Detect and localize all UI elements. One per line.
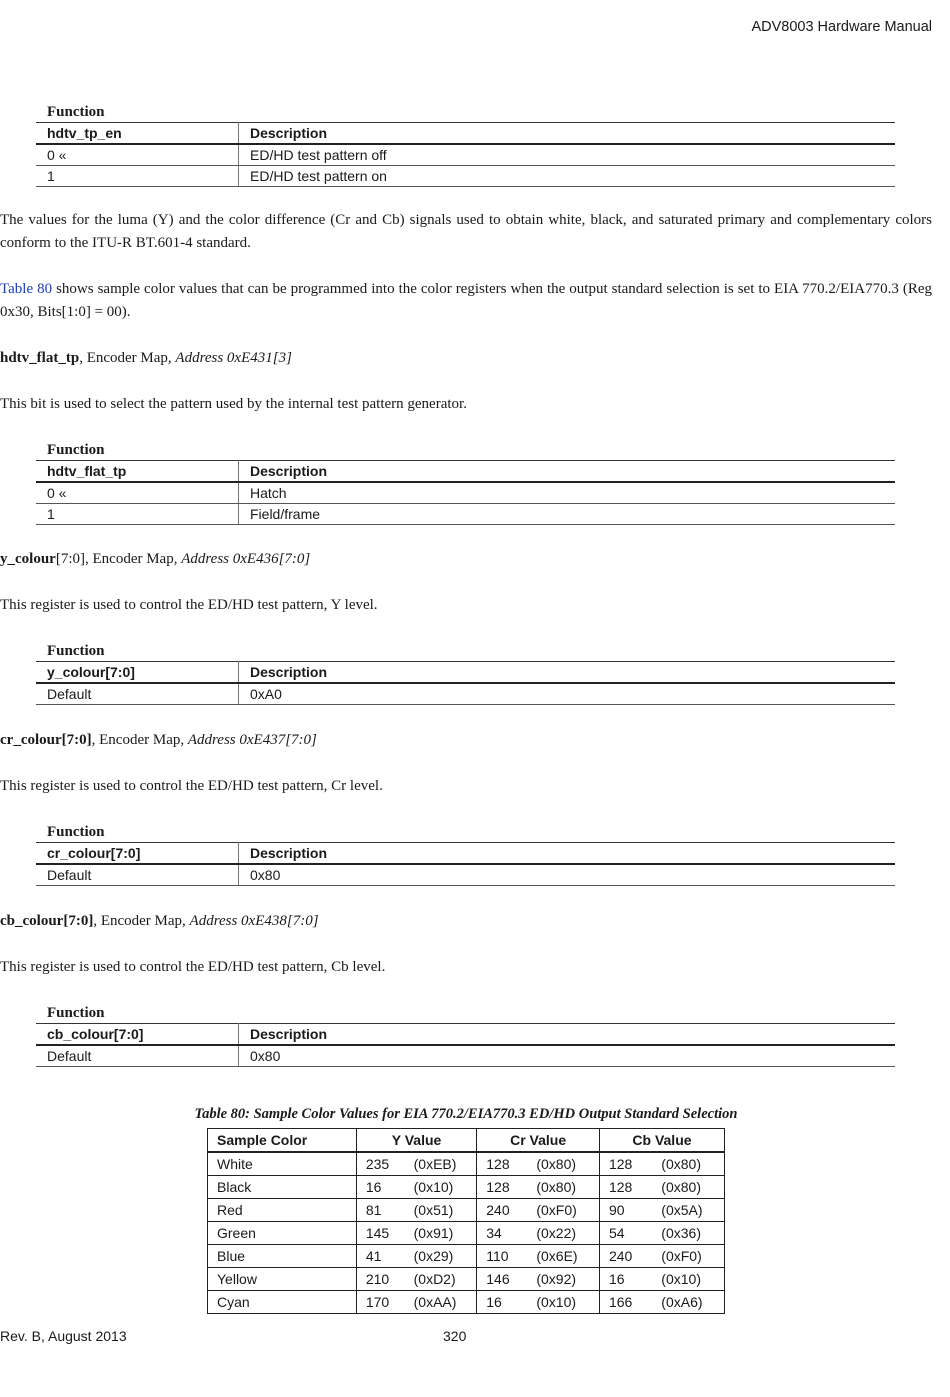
table-cell: (0x5A) [652, 1199, 724, 1222]
table-cell: 210 [356, 1268, 404, 1291]
table-cell: 90 [599, 1199, 652, 1222]
table-cell: Black [208, 1176, 357, 1199]
register-heading-cr-colour [0, 729, 932, 752]
register-map: , Encoder Map, [85, 551, 182, 567]
column-header: hdtv_flat_tp [36, 461, 239, 483]
table-cell: Default [36, 1045, 239, 1067]
table-cell: 145 [356, 1222, 404, 1245]
table-cell: (0xD2) [405, 1268, 477, 1291]
table-cell: 34 [477, 1222, 528, 1245]
table-80-caption: Table 80: Sample Color Values for EIA 770.2/EIA770.3 ED/HD Output Standard Selection [194, 1106, 738, 1122]
table-cell: 54 [599, 1222, 652, 1245]
y-colour-table [36, 641, 895, 705]
table-cell: (0x91) [405, 1222, 477, 1245]
table-header-row [36, 461, 895, 483]
table-cell: Blue [208, 1245, 357, 1268]
page-number: 320 [443, 1328, 467, 1344]
table-cell: White [208, 1152, 357, 1176]
table-row [36, 166, 895, 187]
document-header-title: ADV8003 Hardware Manual [751, 19, 932, 35]
table-cell: (0x80) [652, 1176, 724, 1199]
table-cell: (0x51) [405, 1199, 477, 1222]
table-row [208, 1222, 725, 1245]
table-cell: 128 [599, 1152, 652, 1176]
table-cell: (0x92) [527, 1268, 599, 1291]
table-cell: 166 [599, 1291, 652, 1314]
table-cell: (0x80) [527, 1176, 599, 1199]
table-cell: (0xEB) [405, 1152, 477, 1176]
table-cell: 240 [477, 1199, 528, 1222]
cr-colour-description: This register is used to control the ED/HD test pattern, Cr level. [0, 778, 383, 794]
column-header: Description [239, 662, 896, 684]
table-cell: (0x10) [652, 1268, 724, 1291]
register-name: cb_colour[7:0] [0, 913, 94, 929]
table-cell: (0x22) [527, 1222, 599, 1245]
table-cell: (0x29) [405, 1245, 477, 1268]
register-map: , Encoder Map, [79, 350, 176, 366]
table-cell: (0x36) [652, 1222, 724, 1245]
register-name: cr_colour[7:0] [0, 732, 92, 748]
table-row [208, 1199, 725, 1222]
table-cell: Cyan [208, 1291, 357, 1314]
table-cell: 16 [599, 1268, 652, 1291]
function-label: Function [47, 104, 105, 120]
cb-colour-description: This register is used to control the ED/HD test pattern, Cb level. [0, 959, 386, 975]
column-header: cr_colour[7:0] [36, 843, 239, 865]
table-cell: (0xF0) [652, 1245, 724, 1268]
column-header: Description [239, 1024, 896, 1046]
table-cell: (0x80) [527, 1152, 599, 1176]
table-cell: (0xA6) [652, 1291, 724, 1314]
table-cell: 128 [599, 1176, 652, 1199]
table-row [36, 482, 895, 504]
table-cell: (0x10) [405, 1176, 477, 1199]
table-cell: 128 [477, 1176, 528, 1199]
footer-revision: Rev. B, August 2013 [0, 1328, 127, 1344]
hdtv-flat-tp-table [36, 440, 895, 525]
table-row [208, 1291, 725, 1314]
column-header: Sample Color [208, 1129, 357, 1153]
register-bits: [7:0] [55, 551, 85, 567]
function-label: Function [47, 824, 105, 840]
column-header: Description [239, 123, 896, 145]
table80-paragraph [0, 278, 932, 324]
table-row [36, 144, 895, 166]
table80-link[interactable]: Table 80 [0, 281, 53, 297]
register-address: Address 0xE438[7:0] [189, 913, 319, 929]
register-address: Address 0xE437[7:0] [187, 732, 317, 748]
register-map: , Encoder Map, [91, 732, 188, 748]
table-cell: 0xA0 [239, 683, 896, 705]
table-row [36, 864, 895, 886]
register-name: y_colour [0, 551, 56, 567]
table-cell: 0 « [36, 482, 239, 504]
y-colour-description: This register is used to control the ED/HD test pattern, Y level. [0, 597, 378, 613]
table-row [208, 1176, 725, 1199]
register-address: Address 0xE436[7:0] [181, 551, 311, 567]
function-label: Function [47, 1005, 105, 1021]
flat-tp-description: This bit is used to select the pattern used by the internal test pattern generator. [0, 396, 467, 412]
table-cell: (0xAA) [405, 1291, 477, 1314]
table-header-row [36, 1024, 895, 1046]
column-header: cb_colour[7:0] [36, 1024, 239, 1046]
table-row [208, 1152, 725, 1176]
table-header-row [36, 843, 895, 865]
table-row [36, 683, 895, 705]
register-name: hdtv_flat_tp [0, 350, 80, 366]
table-cell: 16 [356, 1176, 404, 1199]
table-cell: 146 [477, 1268, 528, 1291]
hdtv-tp-en-table [36, 102, 895, 187]
luma-paragraph: The values for the luma (Y) and the color difference (Cr and Cb) signals used to obtain white, black, and saturated primary and complementary colors conform to the ITU-R BT.601-4 standard. [0, 212, 932, 251]
table-row [208, 1245, 725, 1268]
table-cell: 81 [356, 1199, 404, 1222]
table-header-row [36, 123, 895, 145]
table-cell: 128 [477, 1152, 528, 1176]
table-cell: 235 [356, 1152, 404, 1176]
register-heading-flat-tp [0, 347, 932, 370]
cb-colour-table [36, 1003, 895, 1067]
column-header: Description [239, 461, 896, 483]
table-cell: 1 [36, 166, 239, 187]
table-cell: (0x6E) [527, 1245, 599, 1268]
table-cell: (0x10) [527, 1291, 599, 1314]
function-label: Function [47, 643, 105, 659]
table-row [36, 504, 895, 525]
table-cell: Field/frame [239, 504, 896, 525]
table-cell: Default [36, 864, 239, 886]
table-header-row [36, 662, 895, 684]
table-cell: 0x80 [239, 864, 896, 886]
column-header: Description [239, 843, 896, 865]
table-cell: (0xF0) [527, 1199, 599, 1222]
table-cell: Green [208, 1222, 357, 1245]
column-header: hdtv_tp_en [36, 123, 239, 145]
register-map: , Encoder Map, [93, 913, 190, 929]
table-cell: 240 [599, 1245, 652, 1268]
paragraph-text: shows sample color values that can be programmed into the color registers when the output standard selection is set to EIA 770.2/EIA770.3 (Reg 0x30, Bits[1:0] = 00). [0, 281, 932, 320]
table-cell: 0 « [36, 144, 239, 166]
table-cell: 0x80 [239, 1045, 896, 1067]
register-heading-y-colour [0, 548, 932, 571]
cr-colour-table [36, 822, 895, 886]
register-heading-cb-colour [0, 910, 932, 933]
column-header: y_colour[7:0] [36, 662, 239, 684]
sample-color-table [207, 1128, 725, 1314]
table-cell: 1 [36, 504, 239, 525]
column-header: Y Value [356, 1129, 476, 1153]
table-cell: ED/HD test pattern off [239, 144, 896, 166]
table-cell: Hatch [239, 482, 896, 504]
table-row [208, 1268, 725, 1291]
table-cell: Yellow [208, 1268, 357, 1291]
table-cell: 110 [477, 1245, 528, 1268]
column-header: Cr Value [477, 1129, 600, 1153]
table-cell: Red [208, 1199, 357, 1222]
table-cell: ED/HD test pattern on [239, 166, 896, 187]
register-address: Address 0xE431[3] [175, 350, 292, 366]
column-header: Cb Value [599, 1129, 724, 1153]
table-cell: 170 [356, 1291, 404, 1314]
table-header-row [208, 1129, 725, 1153]
table-cell: 16 [477, 1291, 528, 1314]
function-label: Function [47, 442, 105, 458]
table-cell: Default [36, 683, 239, 705]
table-cell: 41 [356, 1245, 404, 1268]
table-cell: (0x80) [652, 1152, 724, 1176]
table-row [36, 1045, 895, 1067]
